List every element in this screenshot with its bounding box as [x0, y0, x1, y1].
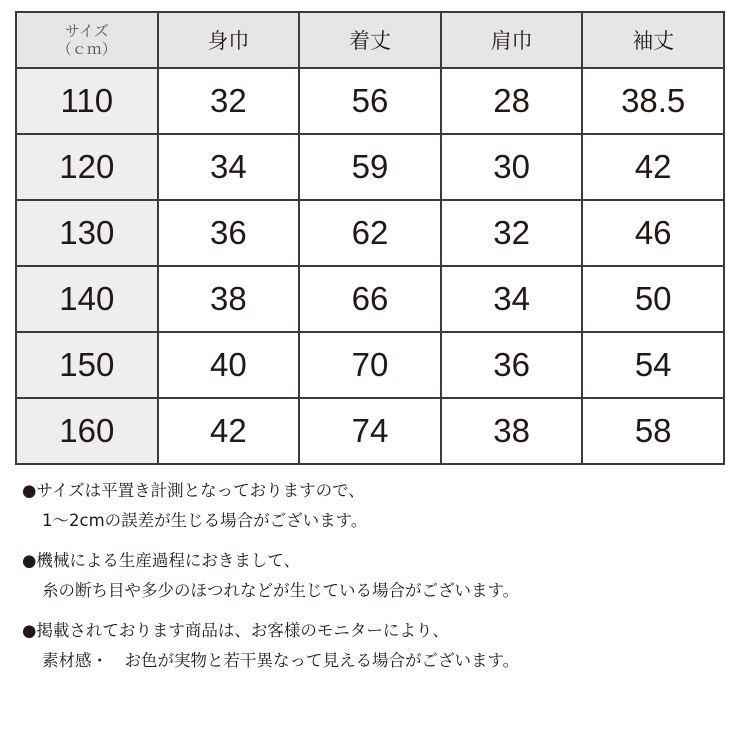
value-cell: 34 [441, 266, 583, 332]
value-cell: 38.5 [582, 68, 724, 134]
table-row [16, 332, 724, 398]
table-row [16, 398, 724, 464]
value-cell: 36 [158, 200, 300, 266]
table-row [16, 200, 724, 266]
header-body-width: 身巾 [158, 12, 300, 68]
value-cell: 36 [441, 332, 583, 398]
value-cell: 38 [158, 266, 300, 332]
note-manufacturing [22, 546, 722, 606]
value-cell: 58 [582, 398, 724, 464]
note-line: 素材感・ お色が実物と若干異なって見える場合がございます。 [42, 651, 520, 670]
value-cell: 32 [441, 200, 583, 266]
value-cell: 54 [582, 332, 724, 398]
table-row [16, 134, 724, 200]
header-sleeve-length: 袖丈 [582, 12, 724, 68]
size-cell: 140 [16, 266, 158, 332]
value-cell: 66 [299, 266, 441, 332]
size-cell: 160 [16, 398, 158, 464]
size-cell: 150 [16, 332, 158, 398]
note-line: 1～2cmの誤差が生じる場合がございます。 [42, 511, 368, 530]
note-line: ●サイズは平置き計測となっておりますので、 [22, 481, 365, 500]
value-cell: 46 [582, 200, 724, 266]
size-cell: 110 [16, 68, 158, 134]
note-line: 糸の断ち目や多少のほつれなどが生じている場合がございます。 [42, 581, 520, 600]
size-table [15, 11, 725, 465]
size-header-label: サイズ [64, 22, 109, 40]
size-cell: 120 [16, 134, 158, 200]
note-line: ●掲載されております商品は、お客様のモニターにより、 [22, 621, 449, 640]
unit-label: （ｃｍ） [56, 40, 117, 58]
value-cell: 34 [158, 134, 300, 200]
size-unit-header [16, 12, 158, 68]
value-cell: 42 [582, 134, 724, 200]
value-cell: 30 [441, 134, 583, 200]
table-row [16, 68, 724, 134]
note-line: ●機械による生産過程におきまして、 [22, 551, 301, 570]
value-cell: 42 [158, 398, 300, 464]
value-cell: 50 [582, 266, 724, 332]
value-cell: 38 [441, 398, 583, 464]
value-cell: 70 [299, 332, 441, 398]
notes-section [22, 476, 722, 686]
size-cell: 130 [16, 200, 158, 266]
value-cell: 59 [299, 134, 441, 200]
value-cell: 74 [299, 398, 441, 464]
header-length: 着丈 [299, 12, 441, 68]
header-shoulder-width: 肩巾 [441, 12, 583, 68]
table-row [16, 266, 724, 332]
value-cell: 28 [441, 68, 583, 134]
value-cell: 40 [158, 332, 300, 398]
note-color [22, 616, 722, 676]
value-cell: 56 [299, 68, 441, 134]
value-cell: 32 [158, 68, 300, 134]
note-measurement [22, 476, 722, 536]
value-cell: 62 [299, 200, 441, 266]
header-row [16, 12, 724, 68]
